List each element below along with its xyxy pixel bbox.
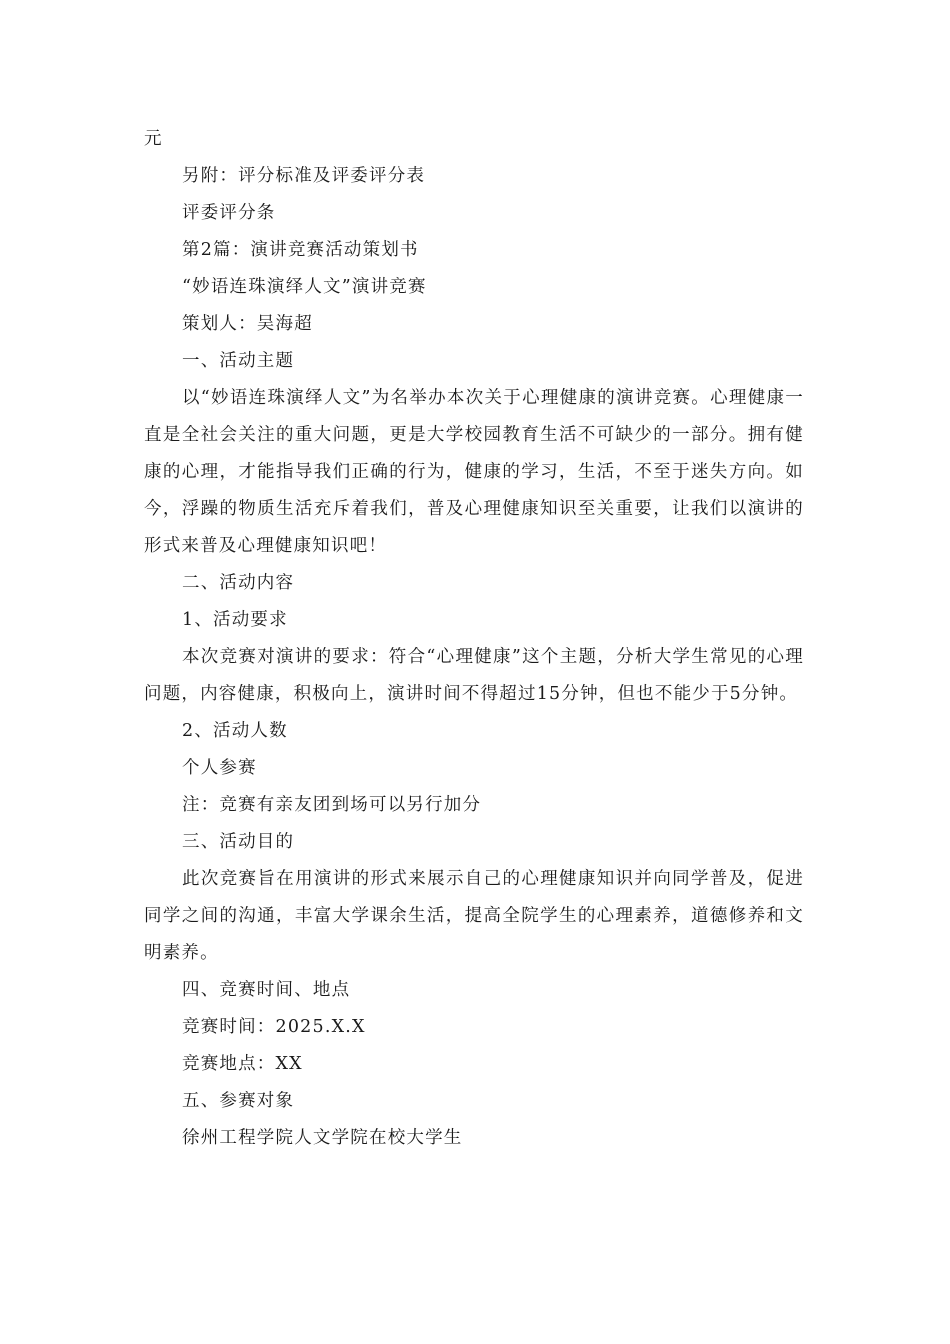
- paragraph-judge-scoring: 评委评分条: [182, 203, 276, 223]
- heading-theme: 一、活动主题: [182, 351, 295, 371]
- paragraph-time: 竞赛时间：2025.X.X: [182, 1017, 366, 1037]
- planner: 策划人：吴海超: [182, 314, 313, 334]
- paragraph-place: 竞赛地点：XX: [182, 1054, 303, 1074]
- paragraph-note: 注：竞赛有亲友团到场可以另行加分: [182, 795, 482, 815]
- subheading-participants: 2、活动人数: [182, 721, 288, 741]
- paragraph-purpose-body: 此次竞赛旨在用演讲的形式来展示自己的心理健康知识并向同学普及，促进同学之间的沟通，丰富大学课余生活，提高全院学生的心理素养，道德修养和文明素养。: [144, 869, 804, 963]
- event-name: “妙语连珠演绎人文”演讲竞赛: [182, 277, 427, 297]
- document-body: [144, 121, 804, 1157]
- heading-content: 二、活动内容: [182, 573, 295, 593]
- paragraph-continuation: 元: [144, 129, 163, 149]
- paragraph-theme-body: 以“妙语连珠演绎人文”为名举办本次关于心理健康的演讲竞赛。心理健康一直是全社会关注的重大问题，更是大学校园教育生活不可缺少的一部分。拥有健康的心理，才能指导我们正确的行为，健康的学习，生活，不至于迷失方向。如今，浮躁的物质生活充斥着我们，普及心理健康知识至关重要，让我们以演讲的形式来普及心理健康知识吧！: [144, 388, 804, 556]
- heading-audience: 五、参赛对象: [182, 1091, 295, 1111]
- subheading-requirements: 1、活动要求: [182, 610, 288, 630]
- paragraph-requirements-body: 本次竞赛对演讲的要求：符合“心理健康”这个主题，分析大学生常见的心理问题，内容健康，积极向上，演讲时间不得超过15分钟，但也不能少于5分钟。: [144, 647, 804, 704]
- heading-purpose: 三、活动目的: [182, 832, 295, 852]
- heading-time-place: 四、竞赛时间、地点: [182, 980, 351, 1000]
- paragraph-appendix-note: 另附：评分标准及评委评分表: [182, 166, 426, 186]
- paragraph-individual: 个人参赛: [182, 758, 257, 778]
- paragraph-audience-body: 徐州工程学院人文学院在校大学生: [182, 1128, 463, 1148]
- section-title: 第2篇：演讲竞赛活动策划书: [182, 240, 419, 260]
